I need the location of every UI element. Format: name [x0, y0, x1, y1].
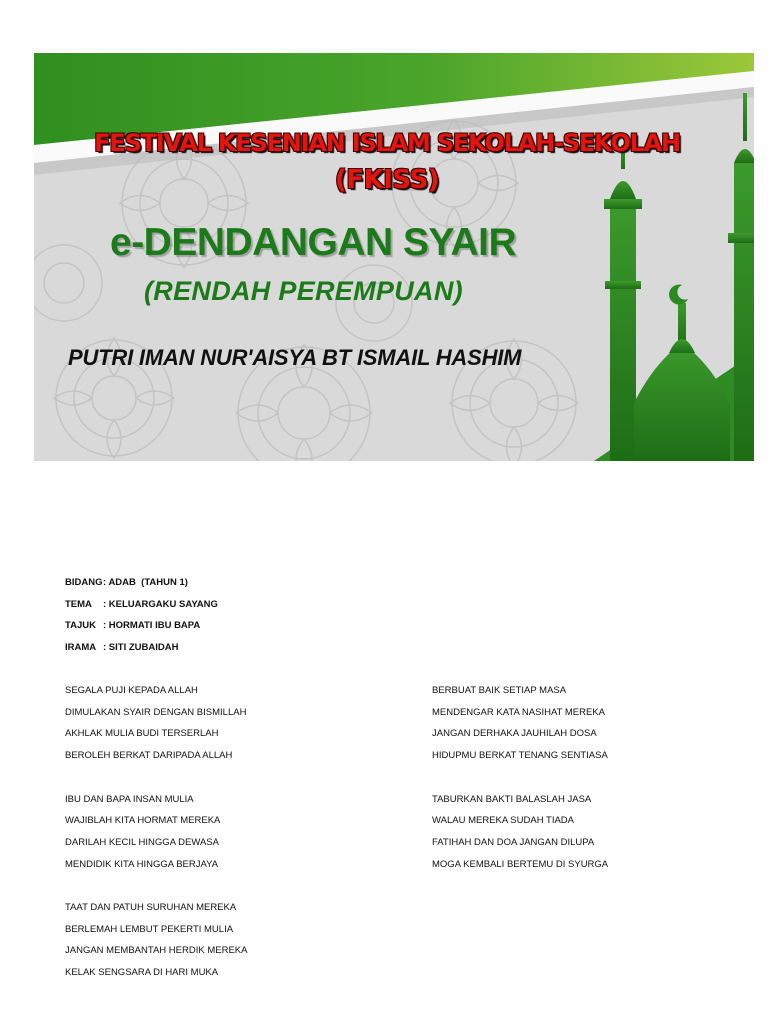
- festival-abbreviation: (FKISS): [334, 165, 440, 195]
- poem-line: DIMULAKAN SYAIR DENGAN BISMILLAH: [65, 706, 247, 718]
- meta-key: IRAMA: [65, 642, 97, 654]
- meta-row-irama: [65, 637, 218, 659]
- poem-line: TAAT DAN PATUH SURUHAN MEREKA: [65, 902, 237, 913]
- poem-line: JANGAN DERHAKA JAUHILAH DOSA: [432, 728, 597, 740]
- poem-line: AKHLAK MULIA BUDI TERSERLAH: [65, 728, 219, 740]
- festival-title: FESTIVAL KESENIAN ISLAM SEKOLAH-SEKOLAH: [94, 129, 680, 157]
- poem-line: SEGALA PUJI KEPADA ALLAH: [65, 685, 198, 696]
- stanza: [432, 680, 732, 789]
- poem-line: WAJIBLAH KITA HORMAT MEREKA: [65, 815, 221, 827]
- banner: [34, 53, 754, 461]
- meta-row-bidang: [65, 572, 218, 594]
- poem-right-column: [432, 680, 732, 897]
- banner-text: [34, 53, 754, 461]
- stanza: [65, 897, 405, 1006]
- stanza: [65, 680, 405, 789]
- poem-left-column: [65, 680, 405, 1006]
- poem-line: WALAU MEREKA SUDAH TIADA: [432, 815, 575, 827]
- poem-line: MENDIDIK KITA HINGGA BERJAYA: [65, 858, 219, 870]
- poem-line: BERLEMAH LEMBUT PEKERTI MULIA: [65, 923, 234, 935]
- poem-line: FATIHAH DAN DOA JANGAN DILUPA: [432, 836, 595, 848]
- stanza: [432, 789, 732, 898]
- meta-key: TAJUK: [65, 620, 96, 632]
- category-label: (RENDAH PEREMPUAN): [144, 276, 463, 306]
- participant-name: PUTRI IMAN NUR'AISYA BT ISMAIL HASHIM: [68, 345, 522, 370]
- poem-line: MOGA KEMBALI BERTEMU DI SYURGA: [432, 858, 609, 870]
- event-title: e-DENDANGAN SYAIR: [110, 221, 517, 264]
- meta-info: [65, 572, 218, 659]
- meta-key: TEMA: [65, 598, 92, 610]
- meta-value: : KELUARGAKU SAYANG: [103, 598, 218, 610]
- stanza: [65, 789, 405, 898]
- meta-row-tema: [65, 594, 218, 616]
- meta-row-tajuk: [65, 615, 218, 637]
- poem-line: HIDUPMU BERKAT TENANG SENTIASA: [432, 750, 608, 762]
- poem-line: JANGAN MEMBANTAH HERDIK MEREKA: [65, 945, 248, 957]
- poem-line: BEROLEH BERKAT DARIPADA ALLAH: [65, 750, 233, 762]
- meta-value: : ADAB (TAHUN 1): [103, 577, 188, 588]
- poem-line: DARILAH KECIL HINGGA DEWASA: [65, 836, 219, 848]
- poem-line: IBU DAN BAPA INSAN MULIA: [65, 793, 194, 805]
- poem-line: MENDENGAR KATA NASIHAT MEREKA: [432, 706, 605, 718]
- poem-line: BERBUAT BAIK SETIAP MASA: [432, 685, 567, 696]
- meta-value: : HORMATI IBU BAPA: [103, 620, 201, 632]
- poem-line: KELAK SENGSARA DI HARI MUKA: [65, 967, 219, 979]
- meta-key: BIDANG: [65, 577, 103, 588]
- meta-value: : SITI ZUBAIDAH: [103, 642, 179, 654]
- poem-line: TABURKAN BAKTI BALASLAH JASA: [432, 793, 592, 805]
